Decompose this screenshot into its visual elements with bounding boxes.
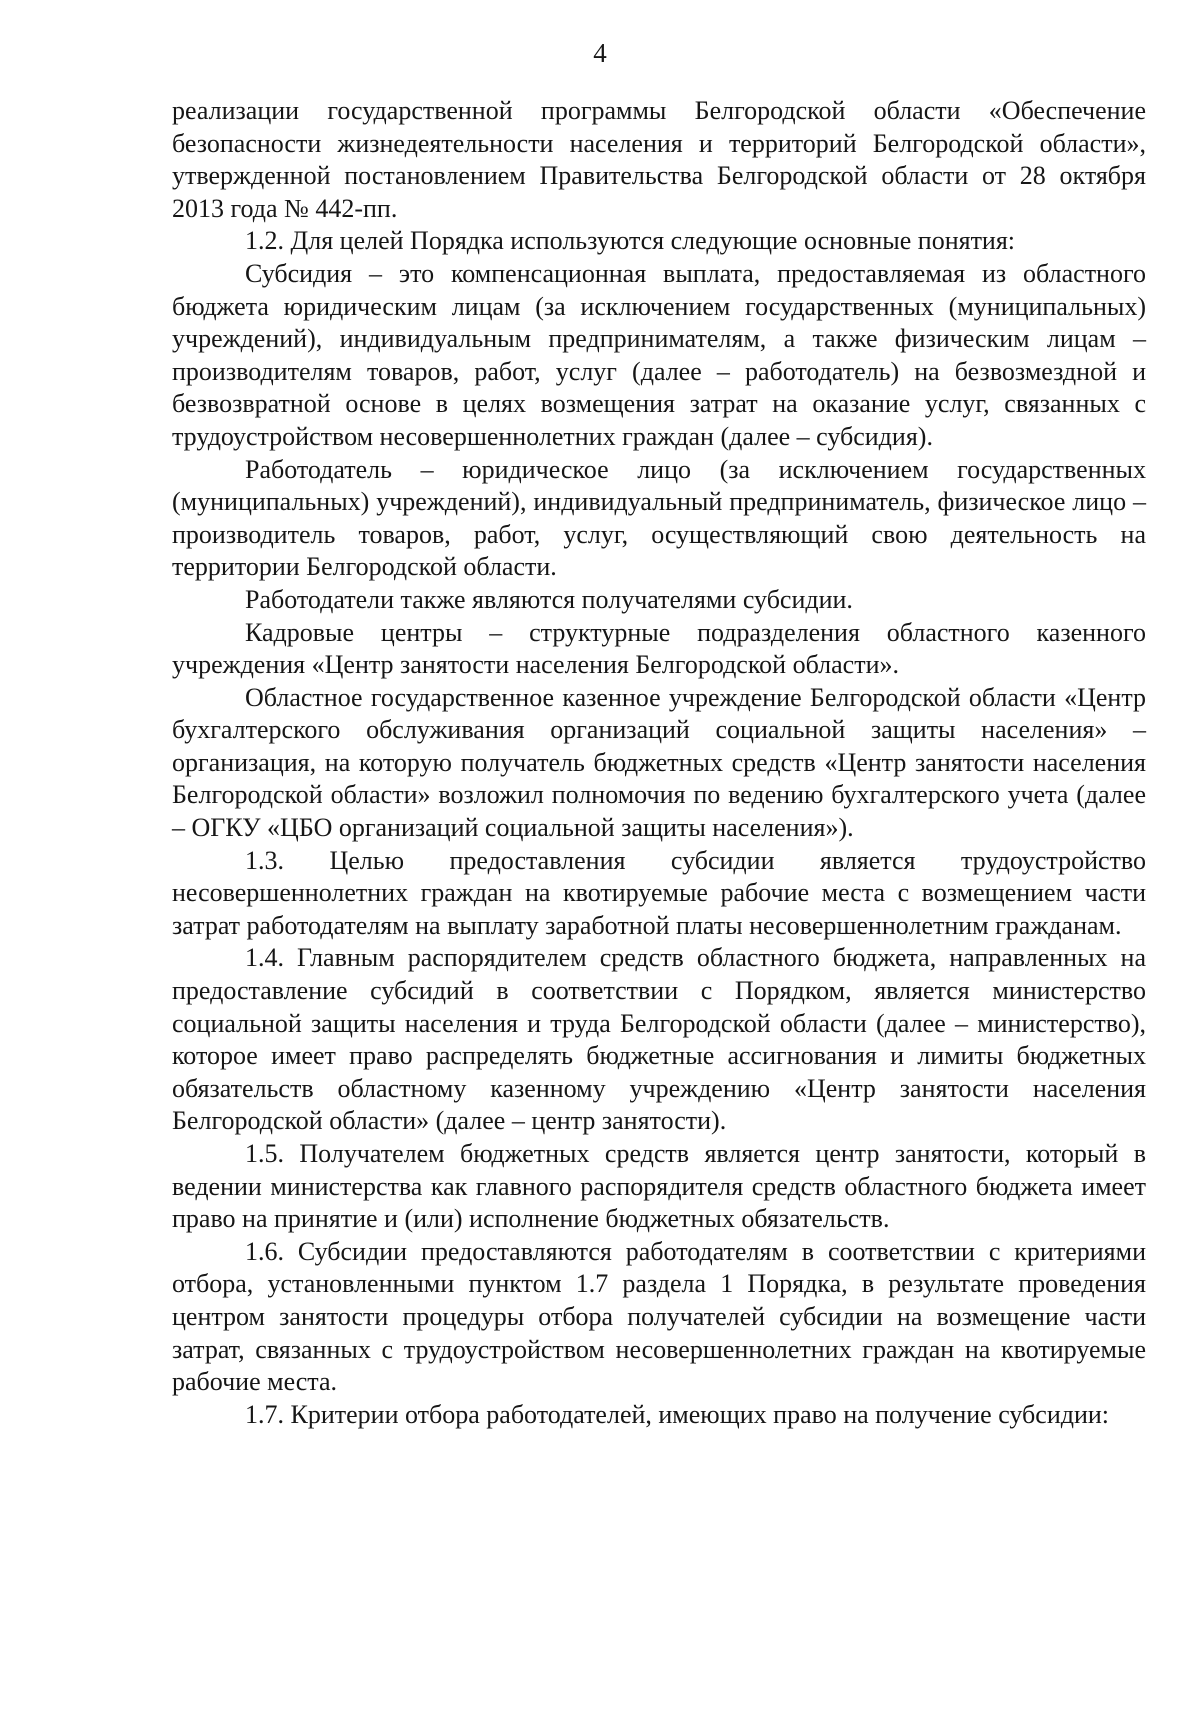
paragraph: реализации государственной программы Белгородской области «Обеспечение безопасности жизнедеятельности населения и территорий Белгородской области», утвержденной постановлением Правительства Белгородской области от 28 октября 2013 года № 442-пп. xyxy=(172,96,1146,223)
page-number: 4 xyxy=(593,38,607,68)
paragraph: Областное государственное казенное учреждение Белгородской области «Центр бухгалтерского обслуживания организаций социальной защиты населения» – организация, на которую получатель бюджетных средств «Центр занятости населения Белгородской области» возложил полномочия по ведению бухгалтерского учета (далее – ОГКУ «ЦБО организаций социальной защиты населения»). xyxy=(172,682,1146,843)
paragraph: Субсидия – это компенсационная выплата, предоставляемая из областного бюджета юридическим лицам (за исключением государственных (муниципальных) учреждений), индивидуальным предпринимателям, а также физическим лицам – производителям товаров, работ, услуг (далее – работодатель) на безвозмездной и безвозвратной основе в целях возмещения затрат на оказание услуг, связанных с трудоустройством несовершеннолетних граждан (далее – субсидия). xyxy=(172,258,1146,451)
paragraph: 1.3. Целью предоставления субсидии является трудоустройство несовершеннолетних граждан на квотируемые рабочие места с возмещением части затрат работодателям на выплату заработной платы несовершеннолетним гражданам. xyxy=(172,845,1146,940)
paragraph: 1.5. Получателем бюджетных средств является центр занятости, который в ведении министерства как главного распорядителя средств областного бюджета имеет право на принятие и (или) исполнение бюджетных обязательств. xyxy=(172,1139,1146,1234)
paragraph: Работодатель – юридическое лицо (за исключением государственных (муниципальных) учреждений), индивидуальный предприниматель, физическое лицо – производитель товаров, работ, услуг, осуществляющий свою деятельность на территории Белгородской области. xyxy=(172,454,1146,582)
paragraph: Кадровые центры – структурные подразделения областного казенного учреждения «Центр занятости населения Белгородской области». xyxy=(172,617,1146,680)
paragraph: Работодатели также являются получателями субсидии. xyxy=(245,584,853,614)
paragraph: 1.7. Критерии отбора работодателей, имеющих право на получение субсидии: xyxy=(245,1399,1110,1429)
paragraph: 1.4. Главным распорядителем средств областного бюджета, направленных на предоставление субсидий в соответствии с Порядком, является министерство социальной защиты населения и труда Белгородской области (далее – министерство), которое имеет право распределять бюджетные ассигнования и лимиты бюджетных обязательств областному казенному учреждению «Центр занятости населения Белгородской области» (далее – центр занятости). xyxy=(172,943,1146,1136)
paragraph: 1.6. Субсидии предоставляются работодателям в соответствии с критериями отбора, установленными пунктом 1.7 раздела 1 Порядка, в результате проведения центром занятости процедуры отбора получателей субсидии на возмещение части затрат, связанных с трудоустройством несовершеннолетних граждан на квотируемые рабочие места. xyxy=(172,1236,1146,1397)
document-body xyxy=(172,95,1146,1431)
paragraph: 1.2. Для целей Порядка используются следующие основные понятия: xyxy=(245,226,1016,256)
